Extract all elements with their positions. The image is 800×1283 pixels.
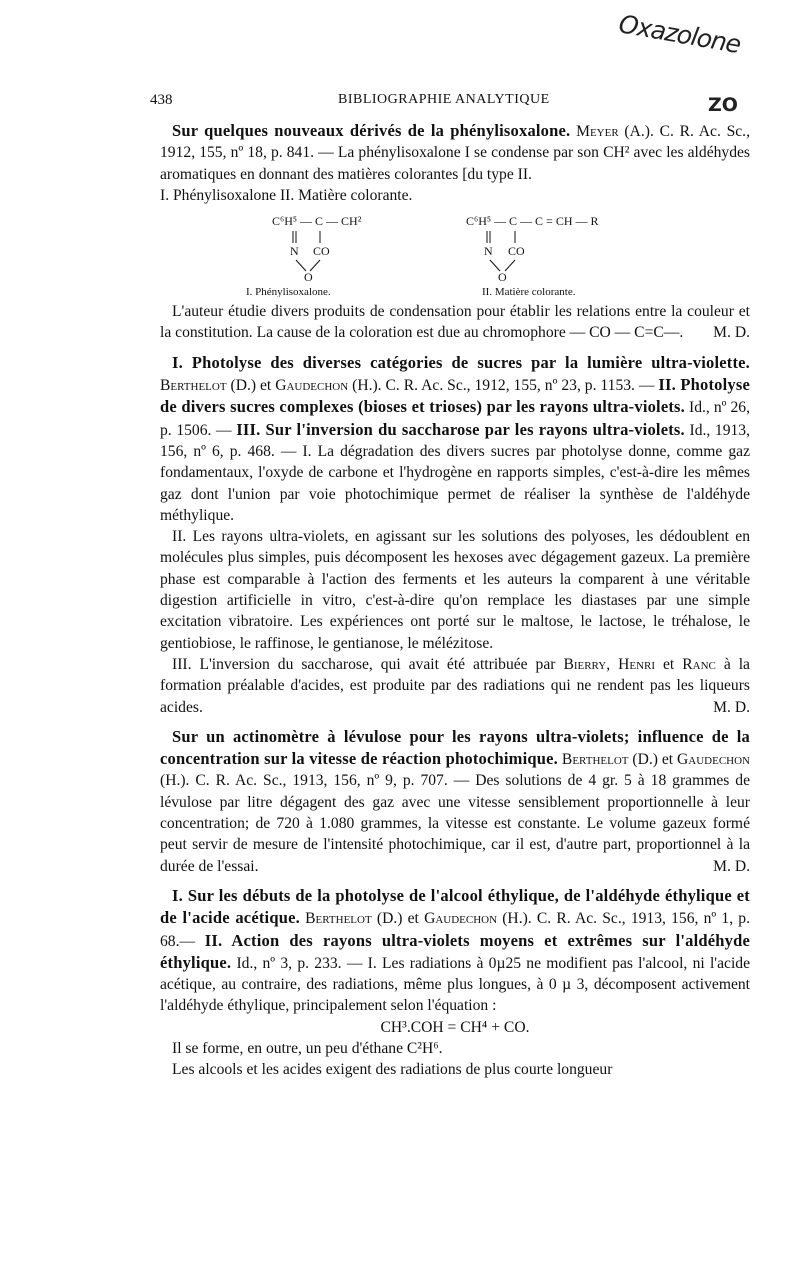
author-name: Bierry [563, 655, 607, 673]
handwritten-annotation: Oxazolone [616, 9, 743, 60]
author-name: Meyer [576, 123, 619, 140]
ref-text: (D.) et [628, 751, 678, 769]
formula-caption-line: I. Phénylisoxalone II. Matière colorante. [160, 186, 413, 204]
entry-text-paragraph [160, 654, 750, 718]
entry-text: et [655, 655, 683, 673]
formula-I-n: N [290, 244, 299, 259]
equation: CH³.COH = CH⁴ + CO. [380, 1018, 530, 1036]
chemical-formulas [160, 211, 750, 297]
author-name: Ranc [682, 655, 716, 673]
entry-text: (A.). C. R. Ac. Sc., 1912, 155, nº 18, p. 841. — La phénylisoxalone I se condense par son CH² avec les aldéhydes aromatiques en donnant des matières colorantes [du type II. [160, 123, 750, 183]
entry-text: III. L'inversion du saccharose, qui avait été attribuée par [172, 655, 564, 673]
formula-I-caption: I. Phénylisoxalone. [246, 286, 331, 298]
formula-I [246, 214, 362, 297]
ref-text: Id., nº 26, p. 1506. — [160, 399, 751, 439]
author-name: Berthelot [299, 910, 372, 928]
signature: M. D. [713, 857, 750, 875]
entry-text: (H.). C. R. Ac. Sc., 1913, 156, nº 9, p. 707. — Des solutions de 4 gr. 5 à 18 grammes de lévulose par litre dégagent des gaz avec une vitesse sensiblement proportionnelle à leur concentration; de 720 à 1.080 grammes, la vitesse est constante. Le volume gazeux formé peut servir de mesure de l'intensité photochimique, car il est, d'autre part, proportionnel à la durée de l'essai. [160, 772, 750, 875]
ref-text: (H.). C. R. Ac. Sc., 1913, 156, nº 1, p. 68.— [160, 910, 750, 950]
formula-I-top: C⁶H⁵ — C — CH² [272, 214, 362, 229]
signature: M. D. [713, 698, 750, 716]
entry-text: à la formation préalable d'acides, est produite par des radiations qui ne rendent pas les liqueurs acides. [160, 655, 750, 716]
entry-text: L'auteur étudie divers produits de condensation pour établir les relations entre la couleur et la constitution. La cause de la coloration est due au chromophore — CO — C=C—. [160, 303, 750, 342]
handwritten-code: ZO [708, 94, 738, 116]
author-name: Henri [618, 655, 656, 673]
author-name: Gaudechon [424, 910, 498, 928]
entry-text: , [606, 655, 619, 673]
formula-II-caption: II. Matière colorante. [482, 286, 576, 298]
ref-text: (D.) et [371, 910, 425, 928]
entry-title: Sur un actinomètre à lévulose pour les rayons ultra-violets; influence de la concentration sur la vitesse de réaction photochimique. [160, 726, 750, 769]
formula-I-o: O [304, 270, 313, 285]
formula-II-top: C⁶H⁵ — C — C = CH — R [466, 214, 599, 229]
formula-I-co: CO [313, 244, 330, 259]
ref-text: (D.) et [226, 377, 276, 395]
formula-diagram [160, 211, 750, 297]
entry-photolyse-sucres [160, 352, 750, 526]
entry-title: III. Sur l'inversion du saccharose par les rayons ultra-violets. [236, 419, 685, 439]
ref-text: (H.). C. R. Ac. Sc., 1912, 155, nº 23, p. 1153. — [348, 377, 655, 395]
running-head: BIBLIOGRAPHIE ANALYTIQUE [338, 92, 550, 107]
formula-II-o: O [498, 270, 507, 285]
entry-title: I. Sur les débuts de la photolyse de l'alcool éthylique, de l'aldéhyde éthylique et de l'acide acétique. [160, 885, 750, 928]
page-header [150, 92, 750, 114]
entry-text: Id., nº 3, p. 233. — I. Les radiations à 0µ25 ne modifient pas l'alcool, ni l'acide acétique, au contraire, des radiations, même plus longues, à 0 µ 3, décomposent activement l'aldéhyde éthylique, principalement selon l'équation : [160, 954, 750, 1015]
page-number: 438 [150, 92, 173, 108]
entry-phenylisoxalone [160, 120, 750, 185]
page-body [160, 120, 750, 1081]
author-name: Berthelot [160, 377, 227, 395]
entry-text: Id., 1913, 156, nº 6, p. 468. — I. La dégradation des divers sucres par photolyse donne, comme gaz fondamentaux, l'oxyde de carbone et l'hydrogène en rapports simples, c'est-à-dire les mêmes gaz dont l'union par voie photochimique permet de réaliser la synthèse de l'aldéhyde méthylique. [160, 421, 751, 524]
entry-title: II. Photolyse de divers sucres complexes (bioses et trioses) par les rayons ultra-violets. [160, 375, 750, 417]
entry-title: I. Photolyse des diverses catégories de sucres par la lumière ultra-violette. [172, 352, 750, 372]
signature: M. D. [713, 324, 750, 342]
entry-actinometre [160, 726, 750, 877]
entry-text-paragraph [160, 301, 750, 344]
formula-II-co: CO [508, 244, 525, 259]
formula-II-n: N [484, 244, 493, 259]
author-name: Berthelot [558, 751, 629, 769]
entry-text-paragraph: Les alcools et les acides exigent des radiations de plus courte longueur [172, 1061, 613, 1079]
author-name: Gaudechon [275, 377, 349, 395]
entry-alcool-ethylique [160, 885, 750, 1017]
entry-title: Sur quelques nouveaux dérivés de la phénylisoxalone. [172, 121, 571, 140]
entry-text-paragraph: Il se forme, en outre, un peu d'éthane C²H⁶. [172, 1039, 443, 1057]
entry-title: II. Action des rayons ultra-violets moyens et extrêmes sur l'aldéhyde éthylique. [160, 930, 750, 972]
author-name: Gaudechon [677, 751, 750, 769]
entry-text-paragraph: II. Les rayons ultra-violets, en agissant sur les solutions des polyoses, les dédoublent en molécules plus simples, puis décomposent les hexoses avec dégagement gazeux. La première phase est comparable à l'action des ferments et les auteurs la comparent à une véritable digestion artificielle in vitro, c'est-à-dire qu'on remplace les diastases par une simple excitation vibratoire. Les expériences ont porté sur le maltose, le lactose, le tréhalose, le gentiobiose, le raffinose, le gentianose, le mélézitose. [160, 528, 750, 652]
formula-II [466, 214, 599, 297]
